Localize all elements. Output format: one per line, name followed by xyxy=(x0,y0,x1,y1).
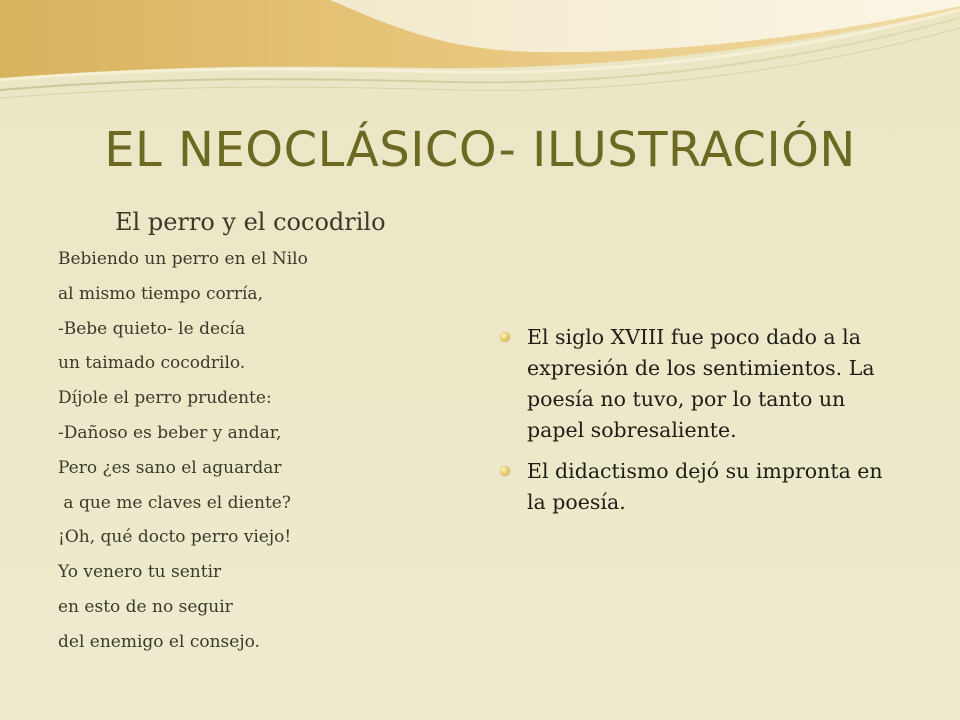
decorative-swoosh xyxy=(0,0,960,130)
poem-line: Pero ¿es sano el aguardar xyxy=(58,457,282,478)
poem-line: un taimado cocodrilo. xyxy=(58,353,246,374)
poem-line: Bebiendo un perro en el Nilo xyxy=(58,249,308,269)
bullet-dot-icon xyxy=(500,466,510,476)
bullet-item xyxy=(498,456,898,518)
bullet-item xyxy=(498,322,898,446)
poem-line: -Bebe quieto- le decía xyxy=(58,318,246,339)
poem-line: -Dañoso es beber y andar, xyxy=(58,422,282,443)
bullet-dot-icon xyxy=(500,332,510,342)
poem-line: del enemigo el consejo. xyxy=(58,631,260,652)
poem-line: Yo venero tu sentir xyxy=(58,562,222,583)
poem-title: El perro y el cocodrilo xyxy=(115,208,386,236)
poem-block xyxy=(58,208,458,660)
bullet-text: El didactismo dejó su impronta en la poesía. xyxy=(527,459,883,514)
poem-line: a que me claves el diente? xyxy=(58,492,291,513)
poem-line: al mismo tiempo corría, xyxy=(58,283,263,304)
poem-line: en esto de no seguir xyxy=(58,596,233,617)
poem-line: ¡Oh, qué docto perro viejo! xyxy=(58,527,292,548)
bullet-list xyxy=(498,322,898,528)
slide-title: EL NEOCLÁSICO- ILUSTRACIÓN xyxy=(104,122,856,178)
poem-line: Díjole el perro prudente: xyxy=(58,388,272,409)
bullet-text: El siglo XVIII fue poco dado a la expresión de los sentimientos. La poesía no tuvo, por lo tanto un papel sobresaliente. xyxy=(527,325,875,442)
